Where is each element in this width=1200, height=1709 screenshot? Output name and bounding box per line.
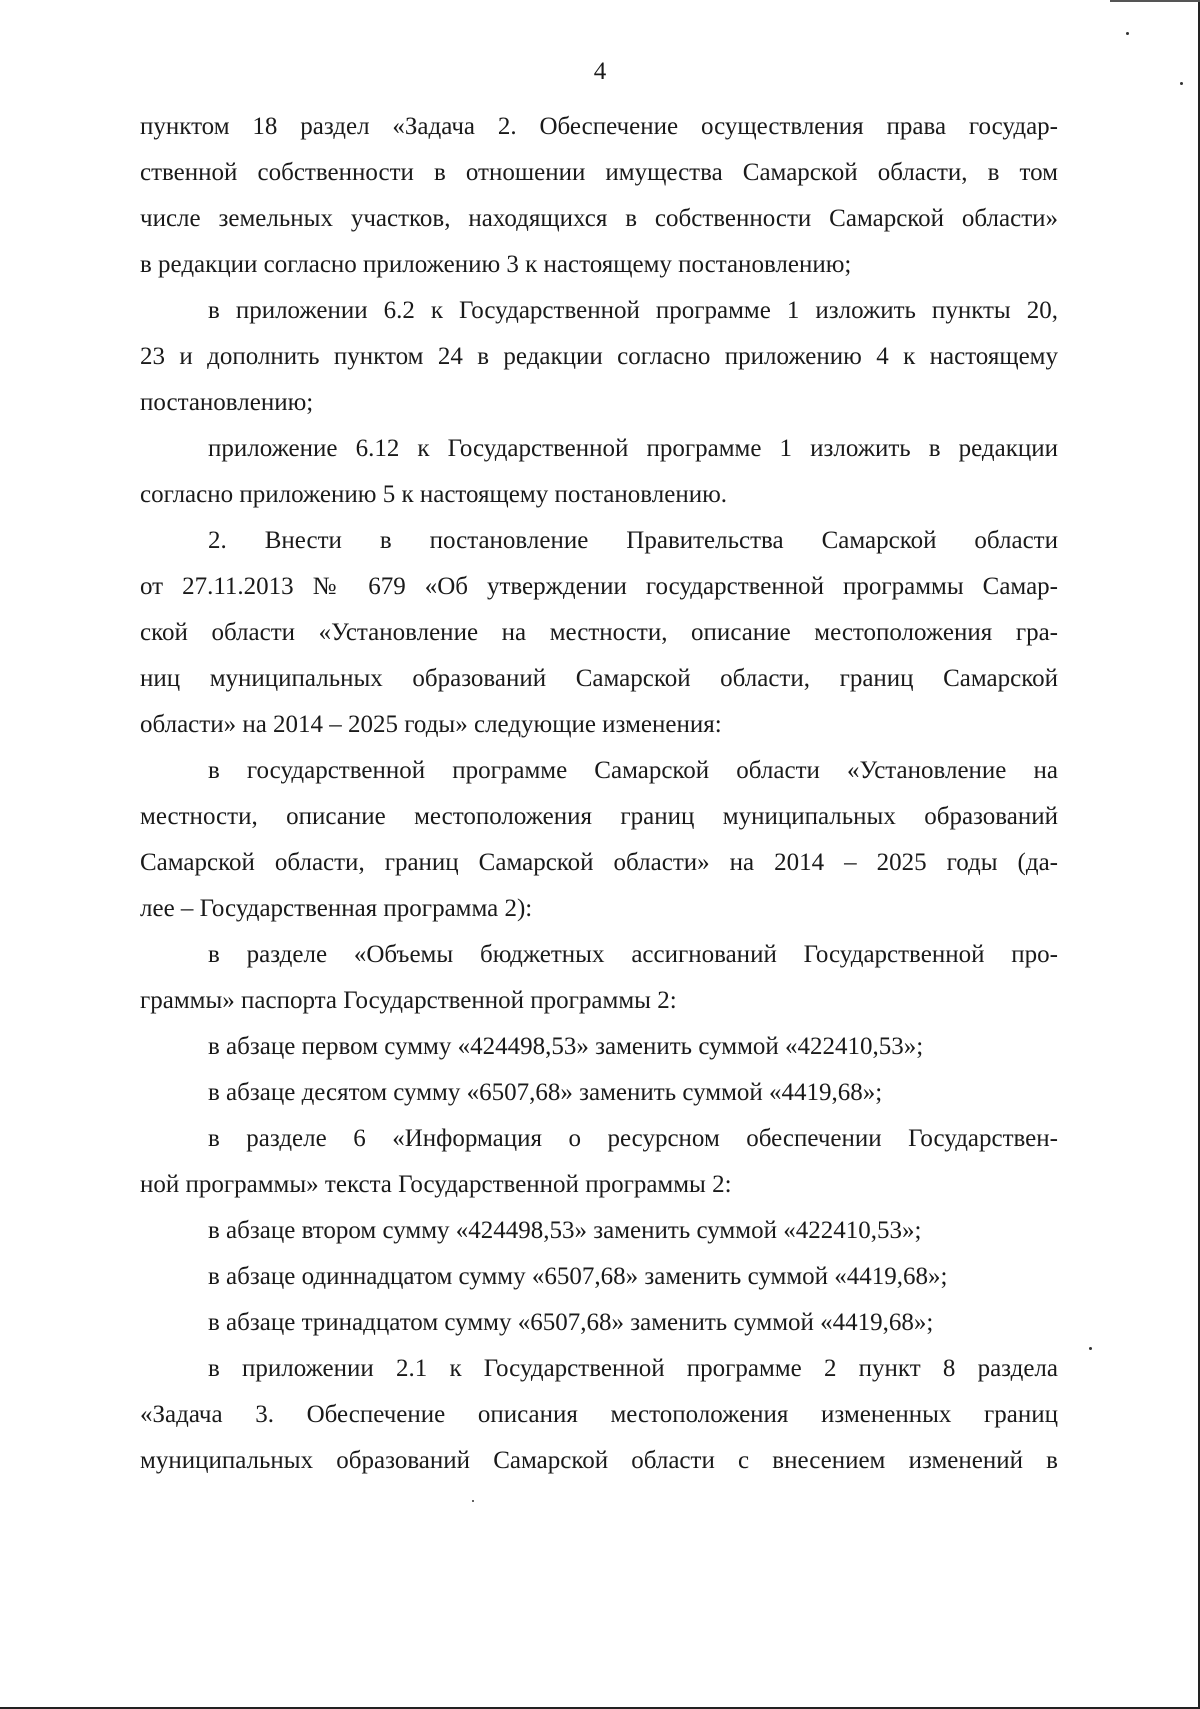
text-line: граммы» паспорта Государственной программы 2: [140, 987, 677, 1014]
scan-speck [1089, 1347, 1092, 1350]
text-line: постановлению; [140, 389, 314, 416]
text-line: от 27.11.2013 № 679 «Об утверждении государственной программы Самар- [140, 573, 1058, 600]
text-line: ской области «Установление на местности, описание местоположения гра- [140, 619, 1058, 646]
text-line: в государственной программе Самарской области «Установление на [208, 757, 1058, 784]
text-line: в приложении 2.1 к Государственной программе 2 пункт 8 раздела [208, 1355, 1058, 1382]
text-line: в разделе 6 «Информация о ресурсном обеспечении Государствен- [208, 1125, 1058, 1152]
text-line: пунктом 18 раздел «Задача 2. Обеспечение осуществления права государ- [140, 113, 1058, 140]
text-line: согласно приложению 5 к настоящему постановлению. [140, 481, 727, 508]
text-line: ной программы» текста Государственной программы 2: [140, 1171, 732, 1198]
text-line: лее – Государственная программа 2): [140, 895, 533, 922]
scan-edge-top [1110, 0, 1200, 2]
text-line: в разделе «Объемы бюджетных ассигнований Государственной про- [208, 941, 1058, 968]
page-number: 4 [593, 58, 607, 85]
text-line: в абзаце десятом сумму «6507,68» заменить суммой «4419,68»; [208, 1079, 883, 1106]
text-line: в абзаце одиннадцатом сумму «6507,68» заменить суммой «4419,68»; [208, 1263, 948, 1290]
scan-speck [472, 1500, 474, 1502]
text-line: 2. Внести в постановление Правительства Самарской области [208, 527, 1058, 554]
scan-speck [1126, 32, 1129, 35]
text-line: ственной собственности в отношении имущества Самарской области, в том [140, 159, 1058, 186]
text-line: приложение 6.12 к Государственной программе 1 изложить в редакции [208, 435, 1058, 462]
text-line: в абзаце первом сумму «424498,53» заменить суммой «422410,53»; [208, 1033, 924, 1060]
text-line: в абзаце тринадцатом сумму «6507,68» заменить суммой «4419,68»; [208, 1309, 934, 1336]
scan-speck [1180, 82, 1183, 85]
text-line: в редакции согласно приложению 3 к настоящему постановлению; [140, 251, 852, 278]
text-line: 23 и дополнить пунктом 24 в редакции согласно приложению 4 к настоящему [140, 343, 1058, 370]
text-line: в приложении 6.2 к Государственной программе 1 изложить пункты 20, [208, 297, 1058, 324]
text-line: ниц муниципальных образований Самарской области, границ Самарской [140, 665, 1058, 692]
text-line: «Задача 3. Обеспечение описания местоположения измененных границ [140, 1401, 1058, 1428]
text-line: Самарской области, границ Самарской области» на 2014 – 2025 годы (да- [140, 849, 1058, 876]
text-line: в абзаце втором сумму «424498,53» заменить суммой «422410,53»; [208, 1217, 922, 1244]
text-line: числе земельных участков, находящихся в собственности Самарской области» [140, 205, 1058, 232]
text-line: местности, описание местоположения границ муниципальных образований [140, 803, 1058, 830]
text-line: муниципальных образований Самарской области с внесением изменений в [140, 1447, 1058, 1474]
text-line: области» на 2014 – 2025 годы» следующие изменения: [140, 711, 722, 738]
